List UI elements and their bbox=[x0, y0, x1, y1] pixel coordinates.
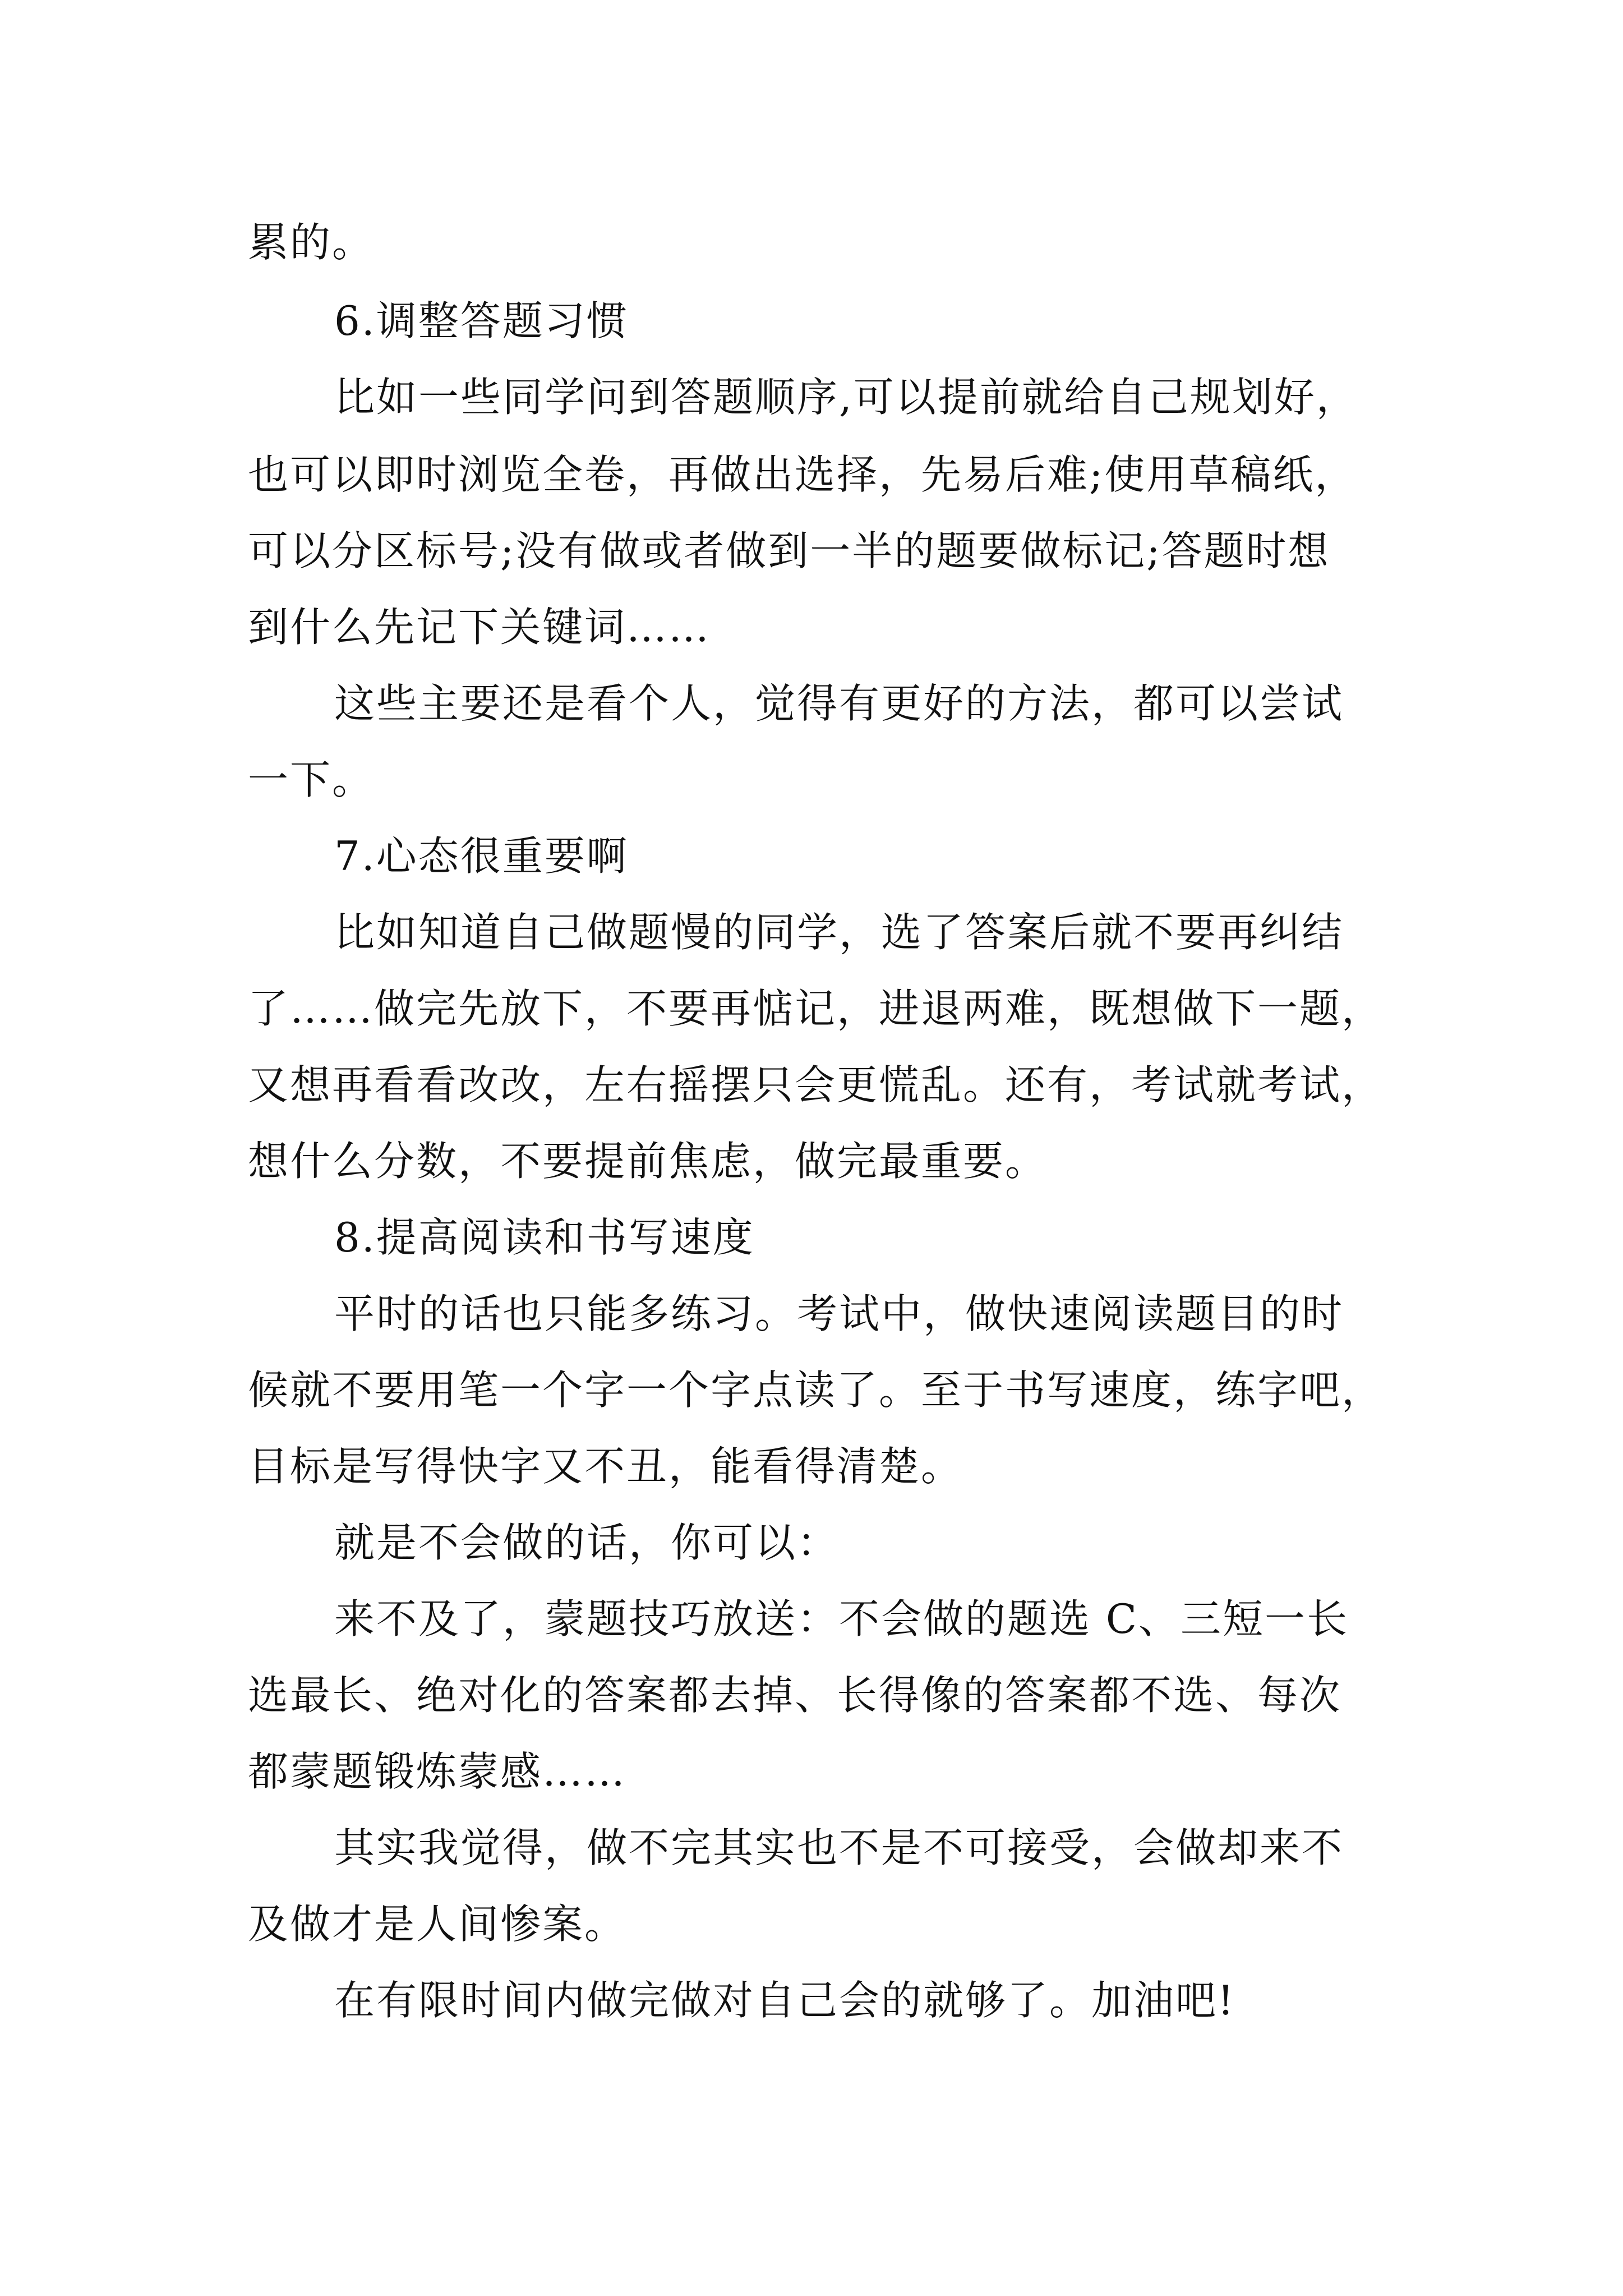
text-line: 目标是写得快字又不丑，能看得清楚。 bbox=[248, 1443, 963, 1490]
text-line: 可以分区标号;没有做或者做到一半的题要做标记;答题时想 bbox=[248, 527, 1330, 574]
text-line: 在有限时间内做完做对自己会的就够了。加油吧! bbox=[334, 1977, 1235, 2024]
text-line: 也可以即时浏览全卷，再做出选择，先易后难;使用草稿纸， bbox=[248, 451, 1357, 498]
text-line: 这些主要还是看个人，觉得有更好的方法，都可以尝试 bbox=[334, 680, 1344, 727]
text-line: 候就不要用笔一个字一个字点读了。至于书写速度，练字吧， bbox=[248, 1366, 1384, 1414]
text-line: 想什么分数，不要提前焦虑，做完最重要。 bbox=[248, 1138, 1048, 1185]
text-line: 累的。 bbox=[248, 219, 375, 266]
text-line: 到什么先记下关键词…… bbox=[248, 604, 711, 651]
text-line: 平时的话也只能多练习。考试中，做快速阅读题目的时 bbox=[334, 1290, 1344, 1337]
text-line: 比如知道自己做题慢的同学，选了答案后就不要再纠结 bbox=[334, 909, 1344, 956]
text-line: 来不及了，蒙题技巧放送：不会做的题选 C、三短一长 bbox=[334, 1595, 1349, 1642]
text-line: 其实我觉得，做不完其实也不是不可接受，会做却来不 bbox=[334, 1824, 1344, 1871]
text-line: 又想再看看改改，左右摇摆只会更慌乱。还有，考试就考试， bbox=[248, 1061, 1384, 1108]
text-line: 了……做完先放下，不要再惦记，进退两难，既想做下一题， bbox=[248, 985, 1384, 1032]
text-line: 就是不会做的话，你可以： bbox=[334, 1519, 840, 1566]
section-heading: 8.提高阅读和书写速度 bbox=[334, 1214, 755, 1261]
text-line: 比如一些同学问到答题顺序,可以提前就给自己规划好， bbox=[334, 374, 1358, 421]
text-line: 一下。 bbox=[248, 756, 375, 803]
text-line: 及做才是人间惨案。 bbox=[248, 1901, 627, 1948]
section-heading: 6.调整答题习惯 bbox=[334, 297, 629, 344]
text-line: 选最长、绝对化的答案都去掉、长得像的答案都不选、每次 bbox=[248, 1672, 1342, 1719]
section-heading: 7.心态很重要啊 bbox=[334, 832, 629, 880]
text-line: 都蒙题锻炼蒙感…… bbox=[248, 1748, 627, 1795]
